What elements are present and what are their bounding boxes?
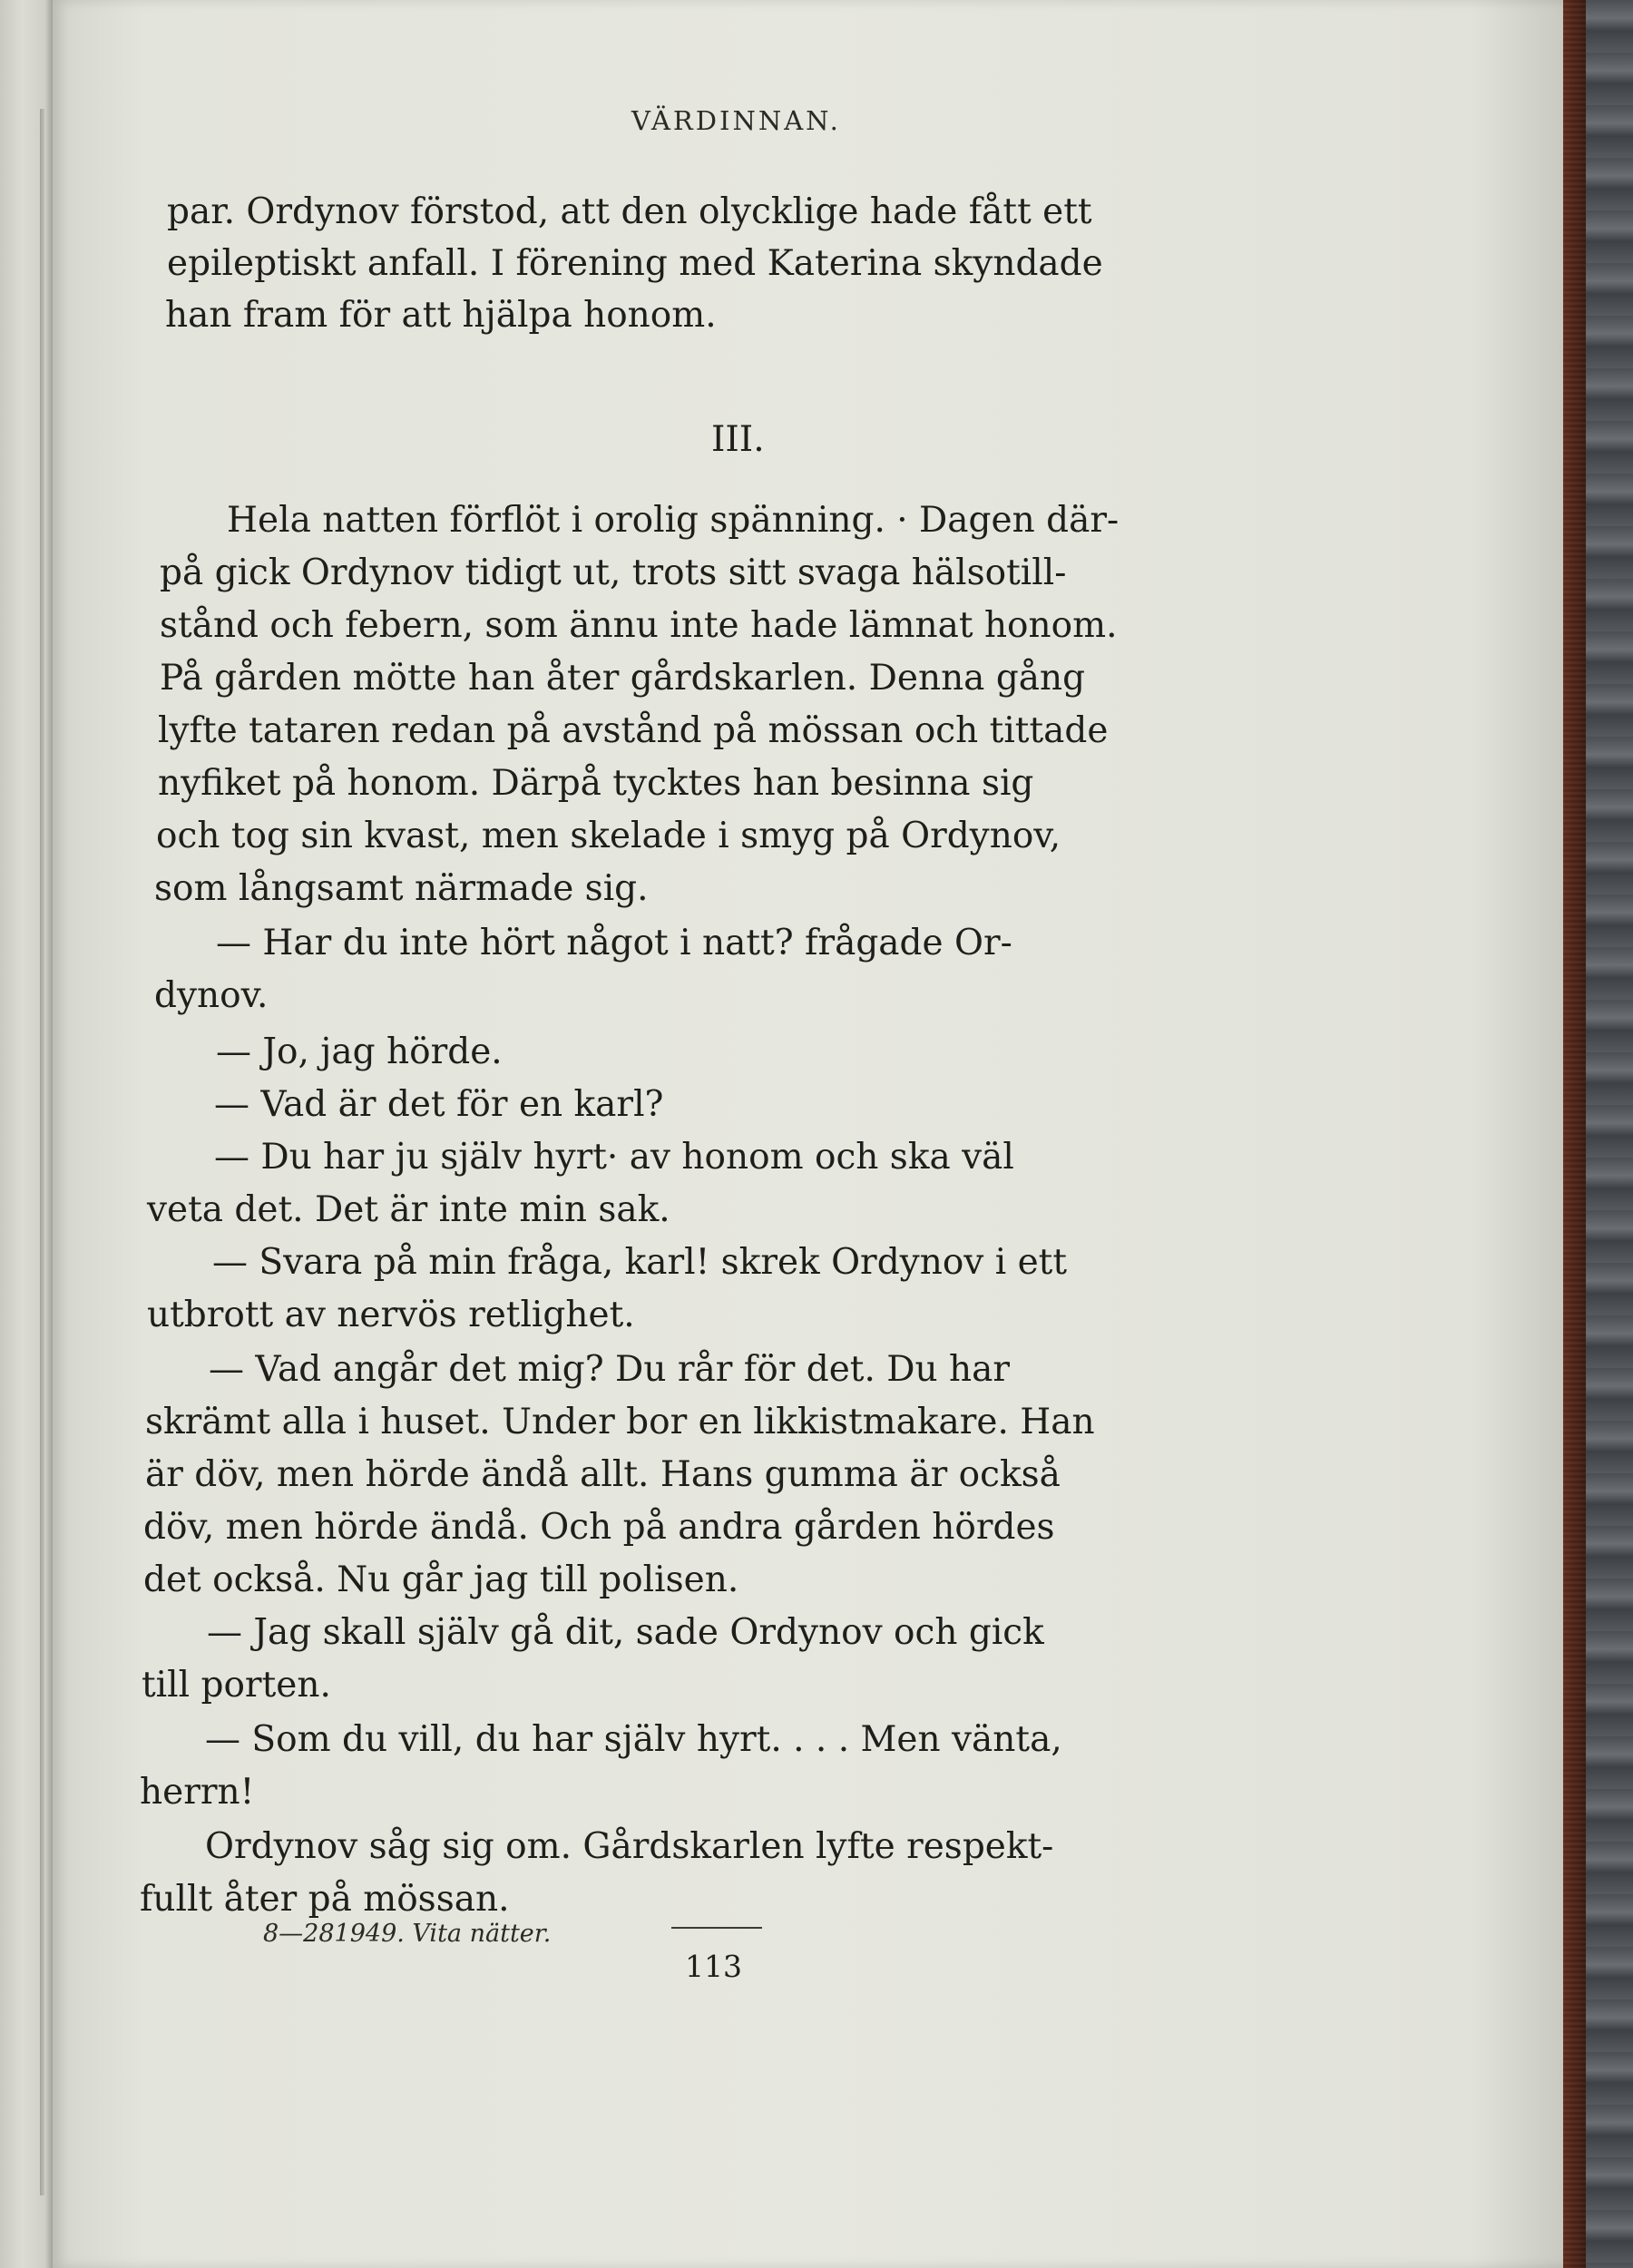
text-line: par. Ordynov förstod, att den olycklige hade fått ett xyxy=(167,191,1092,232)
text-line: han fram för att hjälpa honom. xyxy=(165,295,717,336)
text-line: — Vad är det för en karl? xyxy=(214,1084,664,1125)
footer-rule xyxy=(671,1927,762,1929)
text-line: nyfiket på honom. Därpå tycktes han besinna sig xyxy=(158,763,1034,804)
text-line: det också. Nu går jag till polisen. xyxy=(143,1559,739,1600)
text-line: — Har du inte hört något i natt? frågade Or- xyxy=(216,923,1012,963)
text-line: veta det. Det är inte min sak. xyxy=(147,1189,670,1230)
running-head: VÄRDINNAN. xyxy=(631,105,841,136)
text-line: herrn! xyxy=(140,1772,255,1813)
text-line: Hela natten förflöt i orolig spänning. · Dagen där- xyxy=(227,500,1120,541)
text-line: till porten. xyxy=(142,1665,331,1706)
text-line: dynov. xyxy=(154,975,269,1016)
background-surface xyxy=(1586,0,1633,2268)
footer-signature: 8—281949. Vita nätter. xyxy=(263,1920,552,1948)
text-line: stånd och febern, som ännu inte hade lämnat honom. xyxy=(160,605,1118,646)
text-line: — Svara på min fråga, karl! skrek Ordynov i ett xyxy=(212,1242,1068,1283)
text-line: skrämt alla i huset. Under bor en likkistmakare. Han xyxy=(145,1402,1095,1442)
section-heading: III. xyxy=(711,419,765,460)
text-line: och tog sin kvast, men skelade i smyg på Ordynov, xyxy=(156,816,1061,856)
text-line: — Du har ju själv hyrt· av honom och ska väl xyxy=(214,1137,1014,1178)
text-line: — Som du vill, du har själv hyrt. . . . Men vänta, xyxy=(205,1719,1062,1760)
text-line: är döv, men hörde ändå allt. Hans gumma är också xyxy=(145,1454,1061,1495)
text-line: epileptiskt anfall. I förening med Katerina skyndade xyxy=(167,243,1103,284)
text-line: fullt åter på mössan. xyxy=(140,1879,510,1920)
text-line: på gick Ordynov tidigt ut, trots sitt svaga hälsotill- xyxy=(160,552,1067,593)
binding-shadow xyxy=(40,109,44,2195)
text-line: döv, men hörde ändå. Och på andra gården hördes xyxy=(143,1507,1055,1548)
text-line: På gården mötte han åter gårdskarlen. Denna gång xyxy=(160,658,1086,699)
book-page xyxy=(53,0,1563,2268)
page-number: 113 xyxy=(685,1949,742,1984)
text-line: lyfte tataren redan på avstånd på mössan och tittade xyxy=(158,710,1109,751)
text-line: Ordynov såg sig om. Gårdskarlen lyfte respekt- xyxy=(205,1826,1054,1867)
text-line: — Jag skall själv gå dit, sade Ordynov och gick xyxy=(207,1612,1044,1653)
text-line: som långsamt närmade sig. xyxy=(154,868,649,909)
text-line: — Vad angår det mig? Du rår för det. Du har xyxy=(209,1349,1011,1390)
left-page-edge xyxy=(0,0,56,2268)
text-line: utbrott av nervös retlighet. xyxy=(147,1295,635,1335)
text-line: — Jo, jag hörde. xyxy=(216,1031,503,1072)
